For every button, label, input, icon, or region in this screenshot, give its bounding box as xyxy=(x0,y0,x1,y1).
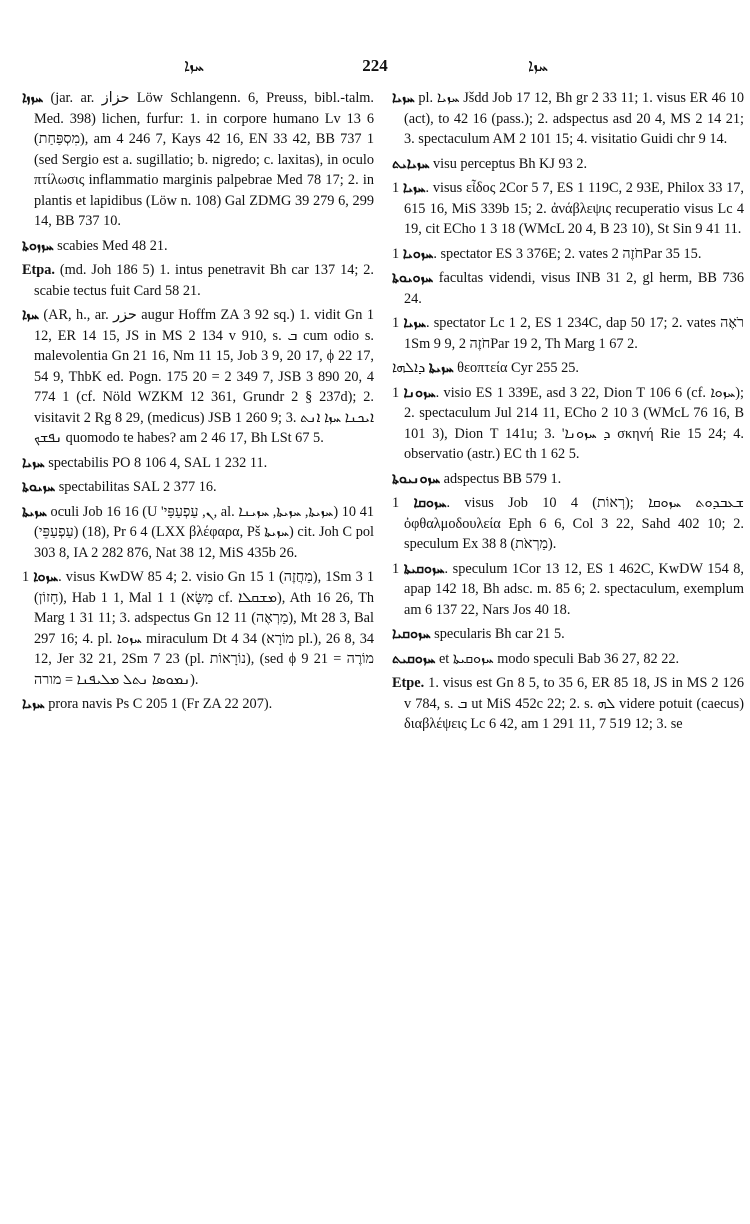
headword: ܚܙܘܝܘܬܐ xyxy=(392,270,434,286)
headword: ܚܙܘܩܝܐ xyxy=(392,626,431,642)
headword: ܚܙܘܩܐ xyxy=(413,495,447,511)
entry: ܚܙܙܐ (jar. ar. حزاز Löw Schlangenn. 6, Preuss, bibl.-talm. Med. 398) lichen, furfur: 1. in corpore humano Lv 13 6 (מִסְפַּחַת), am 4 246 7, Kays 42 16, EN 33 42, BB 737 1 (sed Sergio est a. sugillatio; b. nigredo; c. laxitas), in oculo πτίλωσις inflammatio marginis palpebrae Med 78 17; 2. in plantis et lapidibus (Löw n. 108) Gal ZDMG 39 279 6, 299 14, BB 737 10. xyxy=(22,90,374,229)
entry: ܚܙܝܐ 1. visus εἶδος 2Cor 5 7, ES 1 119C, 2 93E, Philox 33 17, 615 16, MiS 339b 15; 2. ἀνάβλεψις recuperatio visus Lc 4 19, cit ECho 1 3 18 (WMcL 20 4, B 23 10), St Sin 9 41 11. xyxy=(392,180,744,237)
entry: ܚܙܝܐ 1. spectator Lc 1 2, ES 1 234C, dap 50 17; 2. vates רֹאֶה 1Sm 9 9, חֹזֶה 2Par 19 2, Th Marg 1 67 2. xyxy=(392,315,744,352)
entry: ܚܙܝܬܐ oculi Job 16 16 (U 'ܢ, עַפְעַפַּי, al. ܚܙܝܬܐ, ܚܙܝܬܐ, ܚܙܝܢܐ) 41 10 (18) (עַפְעַפֵּי), Pr 6 4 (LXX βλέφαρα, Pš ܚܙܝܬܐ) cit. Joh C pol 303 8, IA 2 282 876, Nat 38 12, MiS 435b 26. xyxy=(22,503,374,561)
entry: ܚܙܘܩܝܐ specularis Bh car 21 5. xyxy=(392,626,565,642)
entry: ܚܙܝܐ spectabilis PO 8 106 4, SAL 1 232 11. xyxy=(22,454,268,471)
headword: Etpe. xyxy=(392,675,425,691)
headword: ܚܙܝܐ xyxy=(402,180,426,196)
headword: ܚܙܘܩܝܬܐ xyxy=(403,560,445,577)
headword: ܚܙܝܐ xyxy=(403,315,426,331)
entry: ܚܙܘܩܝܬܐ 1. speculum 1Cor 13 12, ES 1 462C, KwDW 154 8, apap 142 18, Bh adsc. m. 85 6; 2. spectaculum, exemplum am 6 137 22, Nars Jos 40 18. xyxy=(392,560,744,618)
running-header xyxy=(0,56,750,80)
entry: ܚܙܘܢܐ 1. visio ES 1 339E, asd 3 22, Dion T 106 6 (cf. ܚܙܘܐ); 2. spectaculum Jul 214 11, ECho 2 10 3 (WMcL 76 16, B 101 3), Dion T 141u; 3. 'ܕ ܚܙܘܢܐ σκηνή Rie 15 24; 4. observatio (astr.) EC th 1 62 5. xyxy=(392,384,744,462)
headword: ܚܙܘܐ xyxy=(33,569,59,585)
headword: ܚܙܝܐ xyxy=(22,696,45,712)
entry: Etpa. (md. Joh 186 5) 1. intus penetravit Bh car 137 14; 2. scabie tectus fuit Card 58 21. xyxy=(22,262,374,299)
headword: ܚܙܐ xyxy=(22,307,39,323)
headword: ܚܙܝܬܐ xyxy=(22,503,47,520)
headword: Etpa. xyxy=(22,262,55,278)
entry: ܚܙܐ (AR, h., ar. حزر augur Hoffm ZA 3 92 sq.) 1. vidit Gn 1 12, ER 14 15, JS in MS 2 134 v 910, s. ܒ cum odio s. malevolentia Gn 21 16, Nm 11 15, Job 3 9, 20 17, ϕ 22 17, 54 9, ThbK ed. Pogn. 175 20 = 2 349 7, JSB 3 890 20, 4 774 1 (cf. Nöld WZKM 12 361, Grundr 2 § 237d); 2. visitavit 2 Rg 8 29, (medicus) JSB 1 260 9; 3. ܐܝܟܢܐ ܚܙܐ ܐܢܬ ܢܦܫܟ quomodo te habes? am 2 46 17, Bh LSt 67 5. xyxy=(22,307,374,446)
left-column xyxy=(22,88,374,1208)
headword: ܚܙܙܐ xyxy=(22,90,44,106)
entry: ܚܙܘܝܐ 1. spectator ES 3 376E; 2. vates חֹזֶה 2Par 35 15. xyxy=(392,245,702,262)
headword: ܚܙܘܢܝܘܬܐ xyxy=(392,470,441,487)
header-left-syriac: ܚܙܐ xyxy=(184,56,205,75)
entry: Etpe. 1. visus est Gn 8 5, to 35 6, ER 85 18, JS in MS 2 126 v 784, s. ܒ ut MiS 452c 22; 2. s. ܠܗ videre potuit (caecus) διαβλέψεις Lc 6 42, am 1 291 11, 7 519 12; 3. se xyxy=(392,675,744,732)
right-column xyxy=(392,88,744,1208)
entry: ܚܙܘܢܝܘܬܐ adspectus BB 579 1. xyxy=(392,470,562,487)
entry: ܚܙܝܐ pl. ܚܙܝܐ Jšdd Job 17 12, Bh gr 2 33 11; 1. visus ER 46 10 (act), to 42 16 (pass.); 2. adspectus asd 20 4, MS 2 14 21; 3. spectaculum AM 2 101 15; 4. visitatio Guidi chr 9 14. xyxy=(392,90,744,147)
entry: ܚܙܘܐ 1. visus KwDW 85 4; 2. visio Gn 15 1 (מַחֲזֶה), 1Sm 3 1 (חָזוֹן), Hab 1 1, Mal 1 1 (מַשָּׂא cf. ܡܫܩܠܐ), Ath 16 26, Th Marg 1 31 11; 3. adspectus Gn 12 11 (מַרְאֶה), Mt 28 3, Bal 297 16; 4. pl. ܚܙܘܐ miraculum Dt 4 34 (מוֹרָא pl.), 26 8, 34 12, Jer 32 21, 2Sm 7 23 (pl. נוֹרָאוֹת), (sed ϕ 9 21 מוֹרֶה = ܢܡܘܣܐ ܢܬܠ ܡܠܝܦܢܐ = מורה). xyxy=(22,569,374,688)
headword: ܚܙܝܬܐ xyxy=(428,360,454,376)
entry: ܚܙܘܩܝܬ et ܚܙܘܩܝܬܐ modo speculi Bab 36 27, 82 22. xyxy=(392,650,680,667)
entry: ܚܙܙܘܬܐ scabies Med 48 21. xyxy=(22,237,168,254)
headword: ܚܙܝܐ xyxy=(22,454,45,471)
headword: ܚܙܝܘܬܐ xyxy=(22,479,56,495)
entry: ܚܙܝܐ prora navis Ps C 205 1 (Fr ZA 22 207). xyxy=(22,696,273,712)
headword: ܚܙܘܝܐ xyxy=(402,245,434,262)
entry: ܚܙܘܝܘܬܐ facultas videndi, visus INB 31 2, gl herm, BB 736 24. xyxy=(392,270,744,307)
headword: ܚܙܘܩܝܬ xyxy=(392,650,436,667)
header-right-syriac: ܚܙܐ xyxy=(528,56,549,75)
entry: ܚܙܝܬܐ ܕܐܠܗܐ θεοπτεία Cyr 255 25. xyxy=(392,360,579,376)
headword: ܚܙܝܐܝܬ xyxy=(392,155,430,172)
page-number: 224 xyxy=(362,56,388,75)
headword: ܚܙܝܐ xyxy=(392,90,415,106)
headword: ܚܙܙܘܬܐ xyxy=(22,237,54,254)
entry: ܚܙܝܐܝܬ visu perceptus Bh KJ 93 2. xyxy=(392,155,588,172)
entry: ܚܙܘܩܐ 1. visus Job 10 4 (רְאוֹת); ܫܥܒܕܘܬ ܚܙܘܩܐ ὀφθαλμοδουλεία Eph 6 6, Col 3 22, Sahd 402 10; 2. speculum Ex 38 8 (מַרְאֹת). xyxy=(392,495,744,552)
headword: ܚܙܘܢܐ xyxy=(403,384,436,401)
entry: ܚܙܝܘܬܐ spectabilitas SAL 2 377 16. xyxy=(22,479,217,495)
